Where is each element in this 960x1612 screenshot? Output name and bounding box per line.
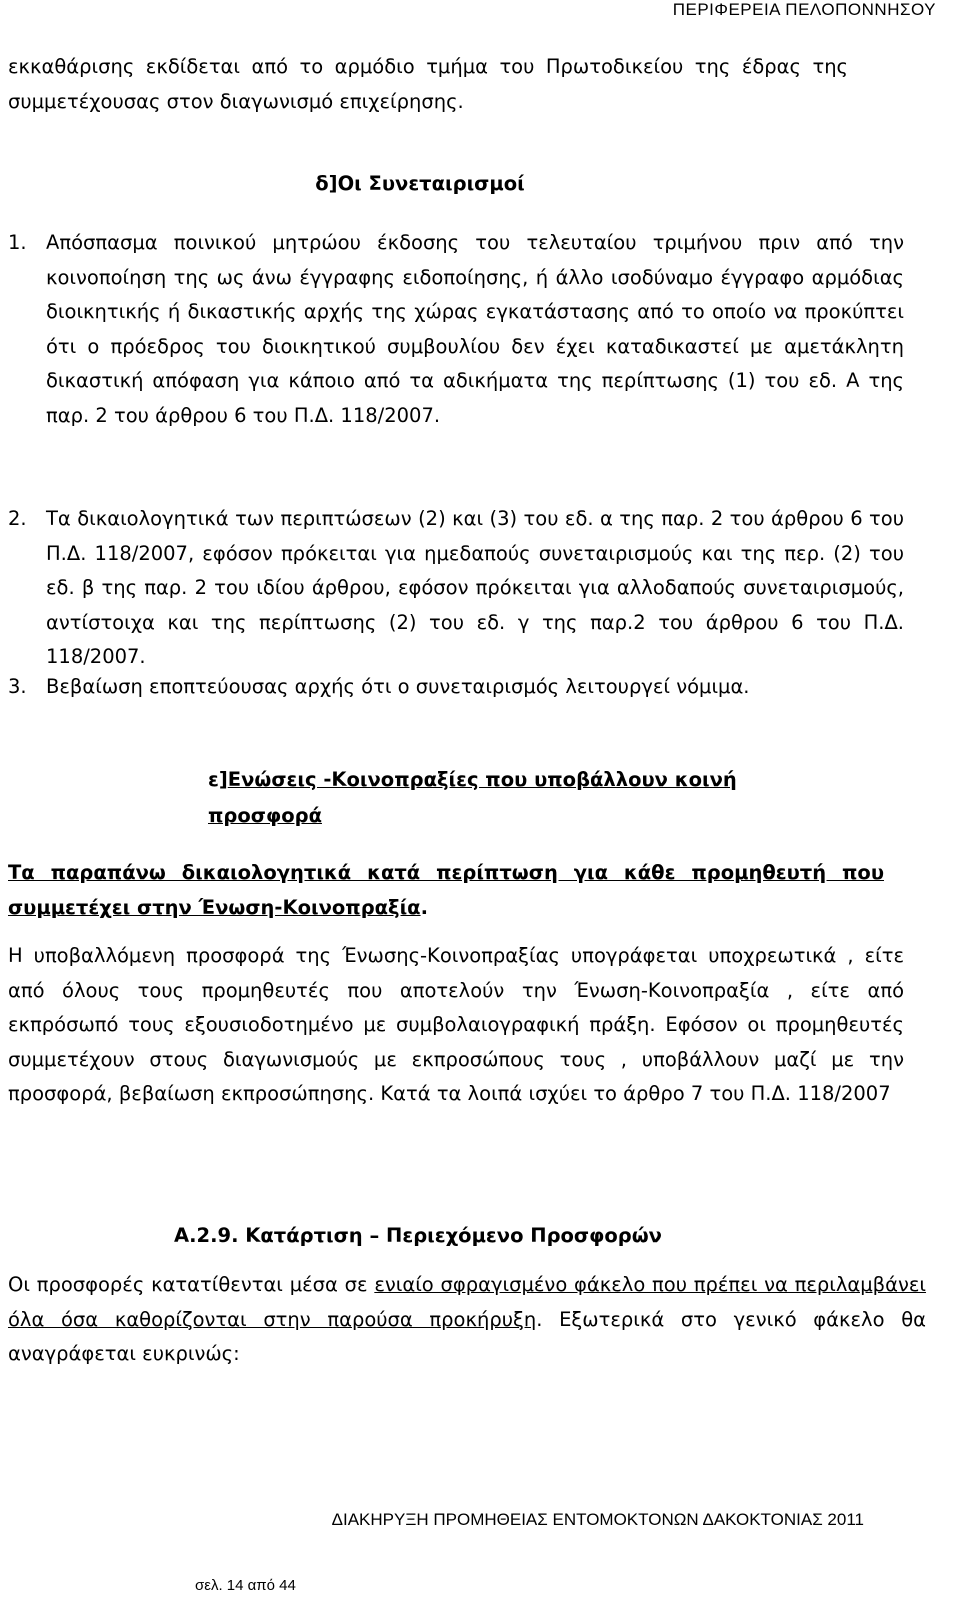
section-d-title: δ]Οι Συνεταιρισμοί — [315, 172, 525, 195]
section-e-title — [208, 762, 768, 834]
section-e-note-text: Τα παραπάνω δικαιολογητικά κατά περίπτωση για κάθε προμηθευτή που συμμετέχει στην Ένωση-Κοινοπραξία — [8, 861, 884, 919]
section-e-title-text: Ενώσεις -Κοινοπραξίες που υποβάλλουν κοινή προσφορά — [208, 768, 737, 827]
list-number: 2. — [8, 507, 27, 530]
list-text: Βεβαίωση εποπτεύουσας αρχής ότι ο συνεταιρισμός λειτουργεί νόμιμα. — [46, 675, 750, 698]
footer-title: ΔΙΑΚΗΡΥΞΗ ΠΡΟΜΗΘΕΙΑΣ ΕΝΤΟΜΟΚΤΟΝΩΝ ΔΑΚΟΚΤΟΝΙΑΣ 2011 — [331, 1510, 864, 1529]
section-e-note-end: . — [420, 895, 428, 919]
section-a29-text-underlined: ενιαίο σφραγισμένο φάκελο που πρέπει να περιλαμβάνει όλα όσα καθορίζονται στην παρούσα προκήρυξη — [8, 1273, 927, 1331]
section-a29-title: Α.2.9. Κατάρτιση – Περιεχόμενο Προσφορών — [174, 1224, 662, 1247]
list-number: 1. — [8, 231, 27, 254]
page-header: ΠΕΡΙΦΕΡΕΙΑ ΠΕΛΟΠΟΝΝΗΣΟΥ — [672, 0, 936, 19]
section-e-body: Η υποβαλλόμενη προσφορά της Ένωσης-Κοινοπραξίας υπογράφεται υποχρεωτικά , είτε από όλους τους προμηθευτές που αποτελούν την Ένωση-Κοινοπραξία , είτε από εκπρόσωπό τους εξουσιοδοτημένο με συμβολαιογραφική πράξη. Εφόσον οι προμηθευτές συμμετέχουν στους διαγωνισμούς με εκπροσώπους τους , υποβάλλουν μαζί με την προσφορά, βεβαίωση εκπροσώπησης. Κατά τα λοιπά ισχύει το άρθρο 7 του Π.Δ. 118/2007 — [8, 944, 904, 1105]
list-text: Τα δικαιολογητικά των περιπτώσεων (2) και (3) του εδ. α της παρ. 2 του άρθρου 6 του Π.Δ. 118/2007, εφόσον πρόκειται για ημεδαπούς συνεταιρισμούς και της περ. (2) του εδ. β της παρ. 2 του ιδίου άρθρου, εφόσον πρόκειται για αλλοδαπούς συνεταιρισμούς, αντίστοιχα και της περίπτωσης (2) του εδ. γ της παρ.2 του άρθρου 6 του Π.Δ. 118/2007. — [46, 507, 904, 668]
section-a29-text-a: Οι προσφορές κατατίθενται μέσα σε — [8, 1273, 375, 1296]
page-number: σελ. 14 από 44 — [195, 1577, 296, 1594]
section-a29-text-b: . Εξωτερικά στο γενικό φάκελο θα αναγράφεται ευκρινώς: — [8, 1307, 926, 1365]
list-text: Απόσπασμα ποινικού μητρώου έκδοσης του τελευταίου τριμήνου πριν από την κοινοποίηση της ως άνω έγγραφης ειδοποίησης, ή άλλο ισοδύναμο έγγραφο αρμόδιας διοικητικής ή δικαστικής αρχής της χώρας εγκατάστασης από το οποίο να προκύπτει ότι ο πρόεδρος του διοικητικού συμβουλίου δεν έχει καταδικαστεί με αμετάκλητη δικαστική απόφαση για κάποιο από τα αδικήματα της περίπτωσης (1) του εδ. Α της παρ. 2 του άρθρου 6 του Π.Δ. 118/2007. — [46, 231, 904, 427]
intro-paragraph: εκκαθάρισης εκδίδεται από το αρμόδιο τμήμα του Πρωτοδικείου της έδρας της συμμετέχουσας στον διαγωνισμό επιχείρησης. — [8, 55, 848, 113]
section-e-note — [8, 856, 884, 925]
list-number: 3. — [8, 675, 27, 698]
section-a29-paragraph — [8, 1268, 926, 1372]
section-e-prefix: ε] — [208, 768, 228, 791]
